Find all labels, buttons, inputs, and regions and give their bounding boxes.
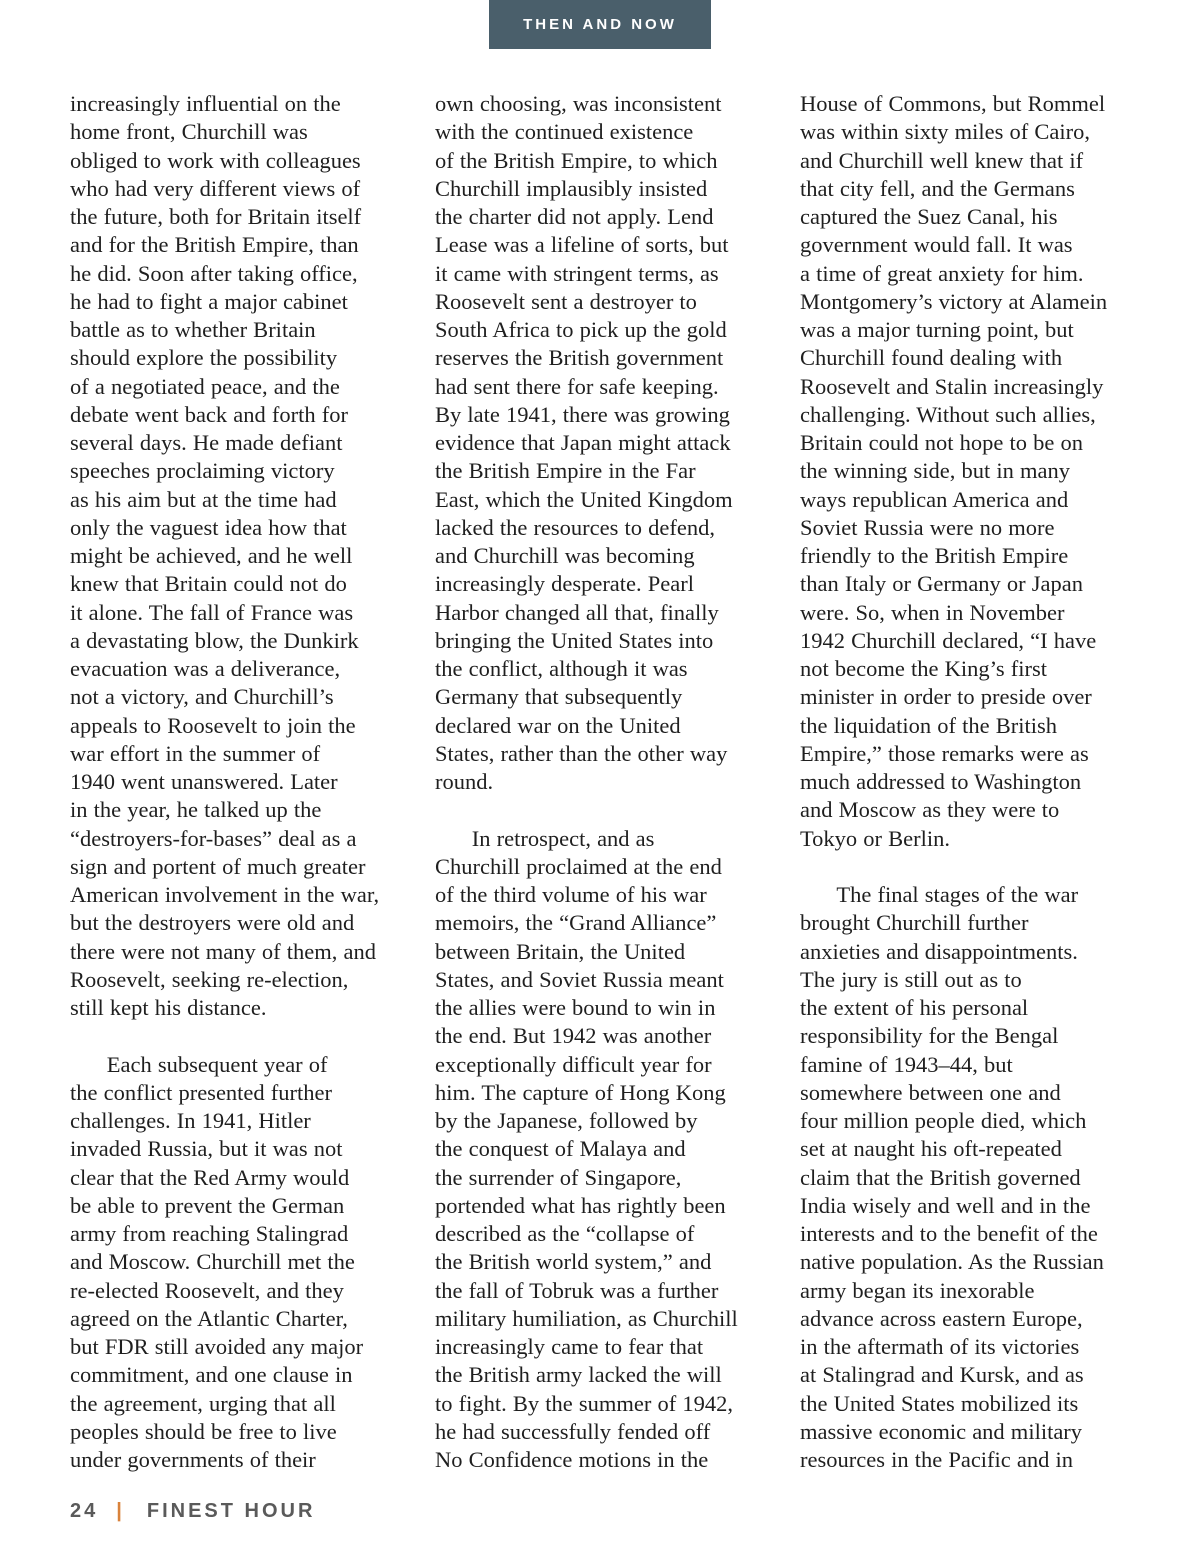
text-line: the agreement, urging that all — [70, 1390, 336, 1416]
text-line: massive economic and military — [800, 1418, 1083, 1444]
text-line: the fall of Tobruk was a further — [435, 1277, 719, 1303]
text-line: four million people died, which — [800, 1108, 1087, 1133]
text-line: he did. Soon after taking office, — [70, 260, 358, 286]
text-line: the charter did not apply. Lend — [435, 204, 714, 229]
text-line: had sent there for safe keeping. — [435, 373, 719, 399]
text-line: Germany that subsequently — [435, 684, 683, 710]
text-line: and for the British Empire, than — [70, 232, 359, 258]
text-line: anxieties and disappointments. — [800, 938, 1078, 964]
footer-separator: | — [116, 1500, 125, 1522]
text-line: between Britain, the United — [435, 938, 686, 964]
text-line: resources in the Pacific and in — [800, 1447, 1074, 1472]
text-line: friendly to the British Empire — [800, 543, 1069, 568]
text-column-1 — [70, 90, 405, 1474]
text-line: home front, Churchill was — [70, 119, 308, 145]
text-line: the United States mobilized its — [800, 1390, 1079, 1416]
text-line: might be achieved, and he well — [70, 543, 353, 568]
text-line: clear that the Red Army would — [70, 1164, 350, 1190]
text-line: brought Churchill further — [800, 910, 1029, 936]
text-line: invaded Russia, but it was not — [70, 1136, 343, 1162]
text-line: as his aim but at the time had — [70, 486, 337, 512]
text-line: but FDR still avoided any major — [70, 1334, 364, 1359]
text-line: The final stages of the war — [800, 882, 1079, 907]
text-line: somewhere between one and — [800, 1079, 1061, 1105]
text-line: of a negotiated peace, and the — [70, 373, 340, 399]
text-line: Montgomery’s victory at Alamein — [800, 288, 1108, 314]
text-line: Each subsequent year of — [70, 1051, 328, 1077]
text-line: Roosevelt, seeking re-election, — [70, 966, 349, 992]
text-line: in the year, he talked up the — [70, 797, 322, 823]
text-line: 1940 went unanswered. Later — [70, 769, 338, 794]
text-line: battle as to whether Britain — [70, 317, 316, 342]
text-line: evacuation was a deliverance, — [70, 656, 341, 681]
text-line: and Moscow. Churchill met the — [70, 1249, 355, 1275]
text-line: Churchill found dealing with — [800, 345, 1063, 371]
text-line: a devastating blow, the Dunkirk — [70, 627, 359, 653]
text-line: East, which the United Kingdom — [435, 486, 733, 512]
text-line: lacked the resources to defend, — [435, 514, 715, 540]
text-line: the liquidation of the British — [800, 712, 1057, 738]
text-line: who had very different views of — [70, 175, 361, 201]
text-line: still kept his distance. — [70, 995, 267, 1020]
text-line: the winning side, but in many — [800, 458, 1070, 484]
text-line: speeches proclaiming victory — [70, 458, 335, 484]
text-line: should explore the possibility — [70, 345, 338, 371]
text-line: army began its inexorable — [800, 1277, 1035, 1303]
text-line: military humiliation, as Churchill — [435, 1305, 738, 1331]
text-line: increasingly desperate. Pearl — [435, 571, 695, 597]
text-line: commitment, and one clause in — [70, 1362, 353, 1388]
text-line: and Churchill well knew that if — [800, 147, 1084, 173]
text-line: the British world system,” and — [435, 1249, 712, 1275]
text-line: not a victory, and Churchill’s — [70, 684, 334, 710]
text-line: he had successfully fended off — [435, 1418, 711, 1444]
text-line: increasingly came to fear that — [435, 1334, 704, 1359]
text-line: agreed on the Atlantic Charter, — [70, 1305, 348, 1331]
text-line: not become the King’s first — [800, 656, 1047, 681]
text-line: famine of 1943–44, but — [800, 1051, 1013, 1077]
text-line: several days. He made defiant — [70, 430, 343, 455]
text-line: the conflict presented further — [70, 1079, 333, 1105]
text-line: declared war on the United — [435, 712, 681, 738]
text-line: it alone. The fall of France was — [70, 599, 354, 625]
text-line: under governments of their — [70, 1447, 316, 1472]
text-line: that city fell, and the Germans — [800, 175, 1075, 201]
text-line: 1942 Churchill declared, “I have — [800, 627, 1097, 653]
text-line: own choosing, was inconsistent — [435, 91, 722, 116]
text-line: No Confidence motions in the — [435, 1447, 709, 1472]
text-column-2 — [435, 90, 770, 1474]
text-column-3 — [800, 90, 1135, 1474]
text-line: memoirs, the “Grand Alliance” — [435, 910, 717, 936]
text-line: Churchill implausibly insisted — [435, 175, 708, 201]
text-line: he had to fight a major cabinet — [70, 288, 348, 314]
text-line: exceptionally difficult year for — [435, 1051, 712, 1077]
text-line: sign and portent of much greater — [70, 853, 366, 879]
text-line: and Churchill was becoming — [435, 543, 695, 568]
text-line: native population. As the Russian — [800, 1249, 1104, 1275]
text-line: were. So, when in November — [800, 599, 1065, 625]
text-line: Lease was a lifeline of sorts, but — [435, 232, 729, 258]
text-line: Roosevelt sent a destroyer to — [435, 288, 697, 314]
text-line: only the vaguest idea how that — [70, 514, 347, 540]
text-line: at Stalingrad and Kursk, and as — [800, 1362, 1084, 1388]
text-line: States, rather than the other way — [435, 740, 728, 766]
text-line: the British Empire in the Far — [435, 458, 696, 484]
text-line: India wisely and well and in the — [800, 1192, 1091, 1218]
text-line: claim that the British governed — [800, 1164, 1081, 1190]
text-line: a time of great anxiety for him. — [800, 260, 1084, 286]
text-line: In retrospect, and as — [435, 825, 655, 851]
text-line: of the British Empire, to which — [435, 147, 718, 173]
text-line: the extent of his personal — [800, 995, 1029, 1020]
text-line: interests and to the benefit of the — [800, 1221, 1098, 1246]
text-line: obliged to work with colleagues — [70, 147, 361, 173]
text-line: it came with stringent terms, as — [435, 260, 719, 286]
text-line: be able to prevent the German — [70, 1192, 345, 1218]
text-line: him. The capture of Hong Kong — [435, 1079, 726, 1105]
text-line: captured the Suez Canal, his — [800, 204, 1058, 229]
text-line: the future, both for Britain itself — [70, 204, 362, 229]
text-line: challenges. In 1941, Hitler — [70, 1108, 311, 1133]
text-line: the surrender of Singapore, — [435, 1164, 682, 1190]
text-line: responsibility for the Bengal — [800, 1023, 1059, 1049]
paragraph-break — [800, 853, 1135, 881]
text-line: portended what has rightly been — [435, 1192, 726, 1218]
text-line: knew that Britain could not do — [70, 571, 347, 597]
text-line: American involvement in the war, — [70, 882, 380, 907]
text-line: and Moscow as they were to — [800, 797, 1060, 823]
text-line: evidence that Japan might attack — [435, 430, 731, 455]
text-line: Roosevelt and Stalin increasingly — [800, 373, 1104, 399]
text-line: peoples should be free to live — [70, 1418, 337, 1444]
text-line: the British army lacked the will — [435, 1362, 722, 1388]
text-line: increasingly influential on the — [70, 91, 341, 116]
text-line: of the third volume of his war — [435, 882, 707, 907]
text-line: the allies were bound to win in — [435, 995, 716, 1020]
text-line: South Africa to pick up the gold — [435, 317, 727, 342]
text-line: the end. But 1942 was another — [435, 1023, 712, 1049]
text-line: set at naught his oft-repeated — [800, 1136, 1062, 1162]
text-line: described as the “collapse of — [435, 1221, 695, 1246]
text-line: to fight. By the summer of 1942, — [435, 1390, 733, 1416]
text-line: House of Commons, but Rommel — [800, 91, 1106, 116]
text-line: bringing the United States into — [435, 627, 714, 653]
text-line: The jury is still out as to — [800, 966, 1022, 992]
text-line: the conquest of Malaya and — [435, 1136, 686, 1162]
paragraph-break — [435, 796, 770, 824]
page-footer — [70, 1500, 315, 1528]
section-tab: THEN AND NOW — [489, 0, 711, 49]
text-line: war effort in the summer of — [70, 740, 321, 766]
text-line: States, and Soviet Russia meant — [435, 966, 724, 992]
text-line: much addressed to Washington — [800, 769, 1082, 794]
publication-name: FINEST HOUR — [146, 1500, 316, 1522]
text-line: by the Japanese, followed by — [435, 1108, 698, 1133]
text-line: minister in order to preside over — [800, 684, 1092, 710]
text-line: By late 1941, there was growing — [435, 401, 730, 427]
text-line: Empire,” those remarks were as — [800, 740, 1089, 766]
text-line: was a major turning point, but — [800, 317, 1074, 342]
text-line: debate went back and forth for — [70, 401, 349, 427]
text-line: government would fall. It was — [800, 232, 1073, 258]
text-line: re-elected Roosevelt, and they — [70, 1277, 344, 1303]
text-line: round. — [435, 769, 494, 794]
text-line: reserves the British government — [435, 345, 724, 371]
page-number: 24 — [70, 1500, 99, 1522]
text-line: Harbor changed all that, finally — [435, 599, 719, 625]
text-line: with the continued existence — [435, 119, 694, 145]
text-line: but the destroyers were old and — [70, 910, 355, 936]
text-line: challenging. Without such allies, — [800, 401, 1096, 427]
text-line: the conflict, although it was — [435, 656, 688, 681]
text-line: there were not many of them, and — [70, 938, 377, 964]
text-line: advance across eastern Europe, — [800, 1305, 1083, 1331]
text-line: Soviet Russia were no more — [800, 514, 1055, 540]
text-line: appeals to Roosevelt to join the — [70, 712, 356, 738]
text-line: army from reaching Stalingrad — [70, 1221, 349, 1246]
text-line: in the aftermath of its victories — [800, 1334, 1080, 1359]
paragraph-break — [70, 1022, 405, 1050]
text-line: Churchill proclaimed at the end — [435, 853, 722, 879]
text-line: was within sixty miles of Cairo, — [800, 119, 1090, 145]
text-line: Britain could not hope to be on — [800, 430, 1083, 455]
text-line: ways republican America and — [800, 486, 1069, 512]
text-line: than Italy or Germany or Japan — [800, 571, 1084, 597]
text-line: “destroyers-for-bases” deal as a — [70, 825, 357, 851]
text-line: Tokyo or Berlin. — [800, 825, 951, 851]
